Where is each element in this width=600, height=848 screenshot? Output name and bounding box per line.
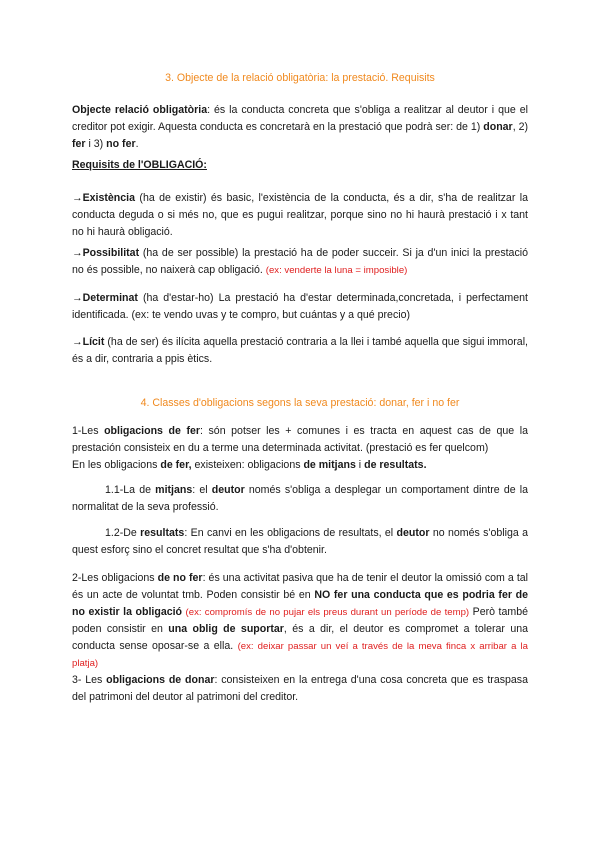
existencia-text: (ha de existir) és basic, l'existència de la conducta, és a dir, s'ha de realitzar la conducta deguda o si més no, que es pugui realitzar, porque sino no hi haurà prestació i x tant no hi haurà obligació.	[72, 192, 528, 238]
nofer-paragraph	[72, 570, 528, 672]
fer-text: 1-Les	[72, 425, 105, 437]
section-3-heading: 3. Objecte de la relació obligatòria: la prestació. Requisits	[165, 72, 435, 84]
fer-term: de fer,	[160, 459, 192, 471]
licit-text: (ha de ser) és ilícita aquella prestació contraria a la llei i també aquella que sigui immoral, és a dir, contraria a ppis ètics.	[72, 336, 528, 365]
possibilitat-paragraph	[72, 245, 528, 279]
fer-paragraph	[72, 423, 528, 474]
determinat-paragraph	[72, 290, 528, 324]
mitjans-text: 1.1-La de	[105, 484, 156, 496]
resultats-term: de resultats.	[364, 459, 427, 471]
determinat-text: (ha d'estar-ho) La prestació ha d'estar determinada,concretada, i perfectament identificada. (ex: te vendo uvas y te compro, but cuántas y a qué precio)	[72, 292, 528, 321]
licit-term: Lícit	[82, 336, 105, 348]
nofer-definition: NO fer una conducta que es podria fer de no existir la obligació	[72, 589, 528, 618]
deutor-term: deutor	[211, 484, 245, 496]
mitjans-term: de mitjans	[303, 459, 356, 471]
licit-paragraph	[72, 334, 528, 368]
deutor-term: deutor	[396, 527, 430, 539]
suportar-term: una oblig de suportar	[168, 623, 284, 635]
objecte-term: Objecte relació obligatòria	[72, 104, 208, 116]
arrow-icon: →	[72, 292, 83, 304]
mitjans-text: només s'obliga a desplegar un comportament dintre de la normalitat de la seva professió.	[72, 484, 529, 513]
fer-text: existeixen: obligacions	[191, 459, 304, 471]
mitjans-text: : el	[192, 484, 212, 496]
objecte-paragraph	[72, 102, 528, 153]
nofer-text: 2-Les obligacions	[72, 572, 158, 584]
mitjans-term: mitjans	[155, 484, 193, 496]
nofer-term: no fer	[106, 138, 136, 150]
section-4-heading: 4. Classes d'obligacions segons la seva prestació: donar, fer i no fer	[140, 397, 460, 409]
mitjans-paragraph	[72, 482, 528, 516]
nofer-term: de no fer	[157, 572, 203, 584]
resultats-text: : En canvi en les obligacions de resultats, el	[184, 527, 397, 539]
requisits-title	[72, 157, 528, 174]
possibilitat-example: (ex: venderte la luna = imposible)	[265, 265, 408, 276]
resultats-text: no només s'obliga a quest esforç sino el concret resultat que s'ha d'obtenir.	[72, 527, 528, 556]
resultats-text: 1.2-De	[105, 527, 141, 539]
fer-text: : són potser les + comunes i es tracta en aquest cas de que la prestación consisteix en du a terme una determinada activitat. (prestació es fer quelcom)	[72, 425, 528, 454]
objecte-text: : és la conducta concreta que s'obliga a realitzar al deutor i que el creditor pot exigir. Aquesta conducta es concretarà en la prestació que podrà ser: de 1)	[72, 104, 528, 133]
existencia-paragraph	[72, 190, 528, 241]
fer-text: En les obligacions	[72, 459, 161, 471]
resultats-term: resultats	[140, 527, 185, 539]
possibilitat-term: Possibilitat	[82, 247, 140, 259]
arrow-icon: →	[72, 247, 83, 259]
fer-term: obligacions de fer	[104, 425, 200, 437]
existencia-term: Existència	[82, 192, 136, 204]
donar-term: obligacions de donar	[106, 674, 215, 686]
resultats-paragraph	[72, 525, 528, 559]
requisits-title-text: Requisits de l'OBLIGACIÓ:	[72, 159, 207, 171]
donar-paragraph	[72, 672, 528, 706]
nofer-text: : és una activitat pasiva que ha de tenir el deutor la omissió com a tal és un acte de voluntat tmb. Poden consistir bé en	[72, 572, 529, 601]
nofer-text: Però també poden consistir en	[72, 606, 528, 635]
suportar-example: (ex: deixar passar un veí a través de la meva finca x arribar a la platja)	[72, 641, 528, 669]
nofer-example: (ex: compromís de no pujar els preus durant un període de temp)	[185, 607, 470, 618]
determinat-term: Determinat	[82, 292, 138, 304]
objecte-sep: i 3)	[85, 138, 107, 150]
donar-text: 3- Les	[72, 674, 107, 686]
nofer-text: , és a dir, el deutor es compromet a tolerar una conducta sense oposar-se a ella.	[72, 623, 528, 652]
donar-text: : consisteixen en la entrega d'una cosa concreta que es traspasa del patrimoni del deutor al patrimoni del creditor.	[72, 674, 529, 703]
fer-text: i	[355, 459, 365, 471]
objecte-sep: , 2)	[512, 121, 529, 133]
arrow-icon: →	[72, 336, 83, 348]
arrow-icon: →	[72, 192, 83, 204]
possibilitat-text: (ha de ser possible) la prestació ha de poder succeir. Si ja d'un inici la prestació no és possible, no naixerà cap obligació.	[72, 247, 528, 276]
donar-term: donar	[483, 121, 513, 133]
objecte-end: .	[135, 138, 139, 150]
fer-term: fer	[72, 138, 86, 150]
